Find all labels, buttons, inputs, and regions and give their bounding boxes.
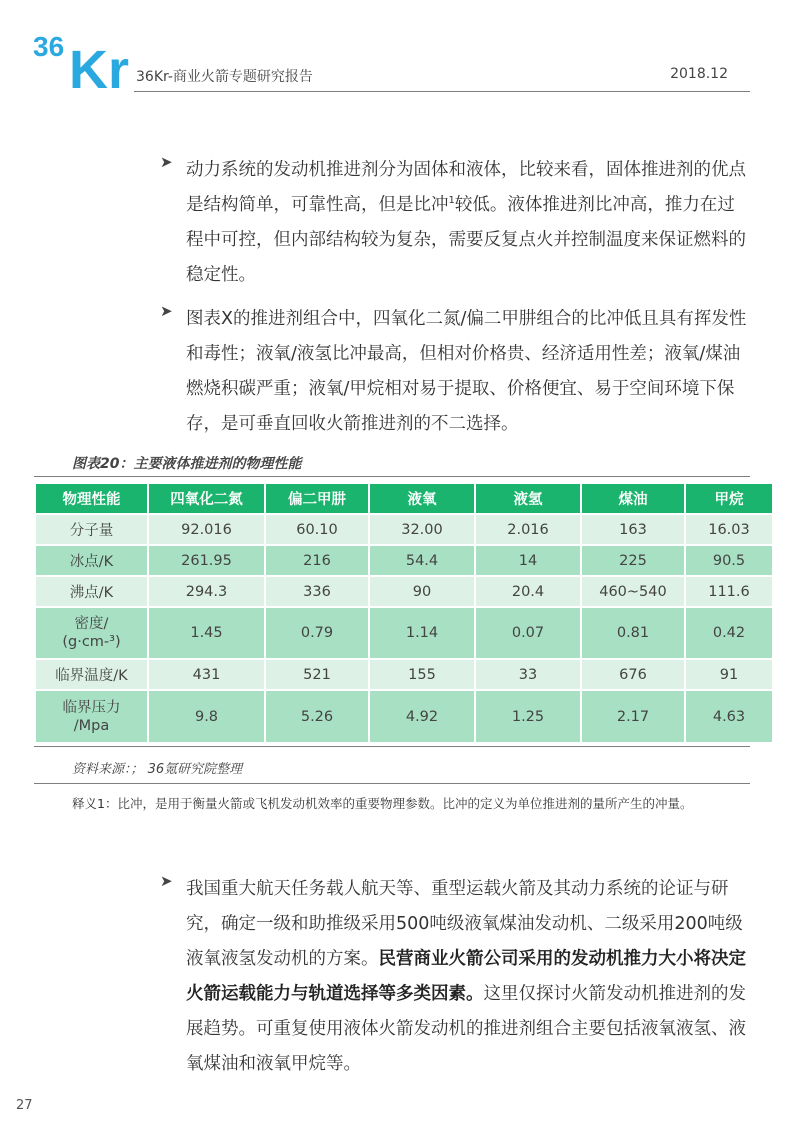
table-cell: 4.92 bbox=[369, 690, 475, 743]
column-header: 四氧化二氮 bbox=[148, 483, 265, 514]
table-cell: 54.4 bbox=[369, 545, 475, 576]
row-label: 沸点/K bbox=[35, 576, 148, 607]
row-label: 临界温度/K bbox=[35, 659, 148, 690]
bold-emphasis: 民营商业火箭公司采用的发动机推力大小将决定火箭运载能力与轨道选择等多类因素。 bbox=[186, 949, 746, 1004]
table-cell: 2.17 bbox=[581, 690, 685, 743]
table-cell: 33 bbox=[475, 659, 581, 690]
column-header: 甲烷 bbox=[685, 483, 773, 514]
report-date: 2018.12 bbox=[670, 66, 728, 82]
bullet-text: 图表X的推进剂组合中，四氧化二氮/偏二甲肼组合的比冲低且具有挥发性和毒性；液氧/液氢比冲最高，但相对价格贵、经济适用性差；液氧/煤油燃烧积碳严重；液氧/甲烷相对易于提取、价格便宜、易于空间环境下保存，是可垂直回收火箭推进剂的不二选择。 bbox=[186, 309, 747, 434]
column-header: 偏二甲肼 bbox=[265, 483, 369, 514]
figure-top-rule bbox=[34, 476, 750, 477]
table-cell: 92.016 bbox=[148, 514, 265, 545]
table-row bbox=[35, 545, 773, 576]
footnote: 释义1：比冲，是用于衡量火箭或飞机发动机效率的重要物理参数。比冲的定义为单位推进剂的量所产生的冲量。 bbox=[72, 796, 693, 811]
bullet-item bbox=[160, 872, 750, 1082]
table-cell: 0.42 bbox=[685, 607, 773, 659]
footnote-marker: 1 bbox=[448, 195, 455, 207]
bullet-text: 动力系统的发动机推进剂分为固体和液体，比较来看，固体推进剂的优点是结构简单，可靠性高，但是比冲$^1$较低。液体推进剂比冲高，推力在过程中可控，但内部结构较为复杂，需要反复点火并控制温度来保证燃料的稳定性。 bbox=[186, 160, 746, 285]
bullet-item bbox=[160, 153, 750, 293]
bullet-item bbox=[160, 302, 750, 442]
table-cell: 225 bbox=[581, 545, 685, 576]
page-number: 27 bbox=[16, 1098, 33, 1113]
header-divider bbox=[134, 91, 750, 92]
table-cell: 16.03 bbox=[685, 514, 773, 545]
table-cell: 155 bbox=[369, 659, 475, 690]
column-header: 液氢 bbox=[475, 483, 581, 514]
arrow-right-icon: ➤ bbox=[160, 153, 173, 171]
table-header-row bbox=[35, 483, 773, 514]
table-cell: 60.10 bbox=[265, 514, 369, 545]
row-label: 冰点/K bbox=[35, 545, 148, 576]
table-row bbox=[35, 659, 773, 690]
table-cell: 14 bbox=[475, 545, 581, 576]
table-cell: 431 bbox=[148, 659, 265, 690]
table-cell: 216 bbox=[265, 545, 369, 576]
arrow-right-icon: ➤ bbox=[160, 302, 173, 320]
table-cell: 261.95 bbox=[148, 545, 265, 576]
table-cell: 163 bbox=[581, 514, 685, 545]
table-cell: 90.5 bbox=[685, 545, 773, 576]
table-cell: 1.25 bbox=[475, 690, 581, 743]
table-bottom-rule bbox=[34, 746, 750, 747]
table-cell: 0.79 bbox=[265, 607, 369, 659]
table-cell: 460~540 bbox=[581, 576, 685, 607]
column-header: 煤油 bbox=[581, 483, 685, 514]
table-cell: 32.00 bbox=[369, 514, 475, 545]
table-cell: 2.016 bbox=[475, 514, 581, 545]
arrow-right-icon: ➤ bbox=[160, 872, 173, 890]
table-cell: 521 bbox=[265, 659, 369, 690]
table-row bbox=[35, 607, 773, 659]
table-cell: 336 bbox=[265, 576, 369, 607]
table-row bbox=[35, 576, 773, 607]
column-header: 物理性能 bbox=[35, 483, 148, 514]
table-cell: 0.07 bbox=[475, 607, 581, 659]
table-cell: 91 bbox=[685, 659, 773, 690]
table-cell: 676 bbox=[581, 659, 685, 690]
table-cell: 1.45 bbox=[148, 607, 265, 659]
figure-title: 图表20：主要液体推进剂的物理性能 bbox=[72, 456, 302, 472]
column-header: 液氧 bbox=[369, 483, 475, 514]
table-cell: 111.6 bbox=[685, 576, 773, 607]
source-rule bbox=[34, 783, 750, 784]
table-cell: 20.4 bbox=[475, 576, 581, 607]
table-cell: 4.63 bbox=[685, 690, 773, 743]
table-cell: 294.3 bbox=[148, 576, 265, 607]
bullet-text: 我国重大航天任务载人航天等、重型运载火箭及其动力系统的论证与研究，确定一级和助推级采用500吨级液氧煤油发动机、二级采用200吨级液氧液氢发动机的方案。民营商业火箭公司采用的发动机推力大小将决定火箭运载能力与轨道选择等多类因素。这里仅探讨火箭发动机推进剂的发展趋势。可重复使用液体火箭发动机的推进剂组合主要包括液氧液氢、液氧煤油和液氧甲烷等。 bbox=[186, 879, 746, 1074]
table-cell: 5.26 bbox=[265, 690, 369, 743]
table-row bbox=[35, 514, 773, 545]
svg-text:Kr: Kr bbox=[69, 40, 130, 90]
table-cell: 90 bbox=[369, 576, 475, 607]
table-cell: 9.8 bbox=[148, 690, 265, 743]
row-label: 分子量 bbox=[35, 514, 148, 545]
data-source: 资料来源：； 36氪研究院整理 bbox=[72, 762, 243, 777]
36kr-logo bbox=[33, 30, 143, 90]
table-cell: 1.14 bbox=[369, 607, 475, 659]
table-row bbox=[35, 690, 773, 743]
table-cell: 0.81 bbox=[581, 607, 685, 659]
row-label: 密度/ (g·cm-³) bbox=[35, 607, 148, 659]
row-label: 临界压力 /Mpa bbox=[35, 690, 148, 743]
svg-text:36: 36 bbox=[33, 31, 65, 62]
report-title: 36Kr-商业火箭专题研究报告 bbox=[136, 69, 313, 85]
propellant-properties-table bbox=[34, 482, 774, 744]
